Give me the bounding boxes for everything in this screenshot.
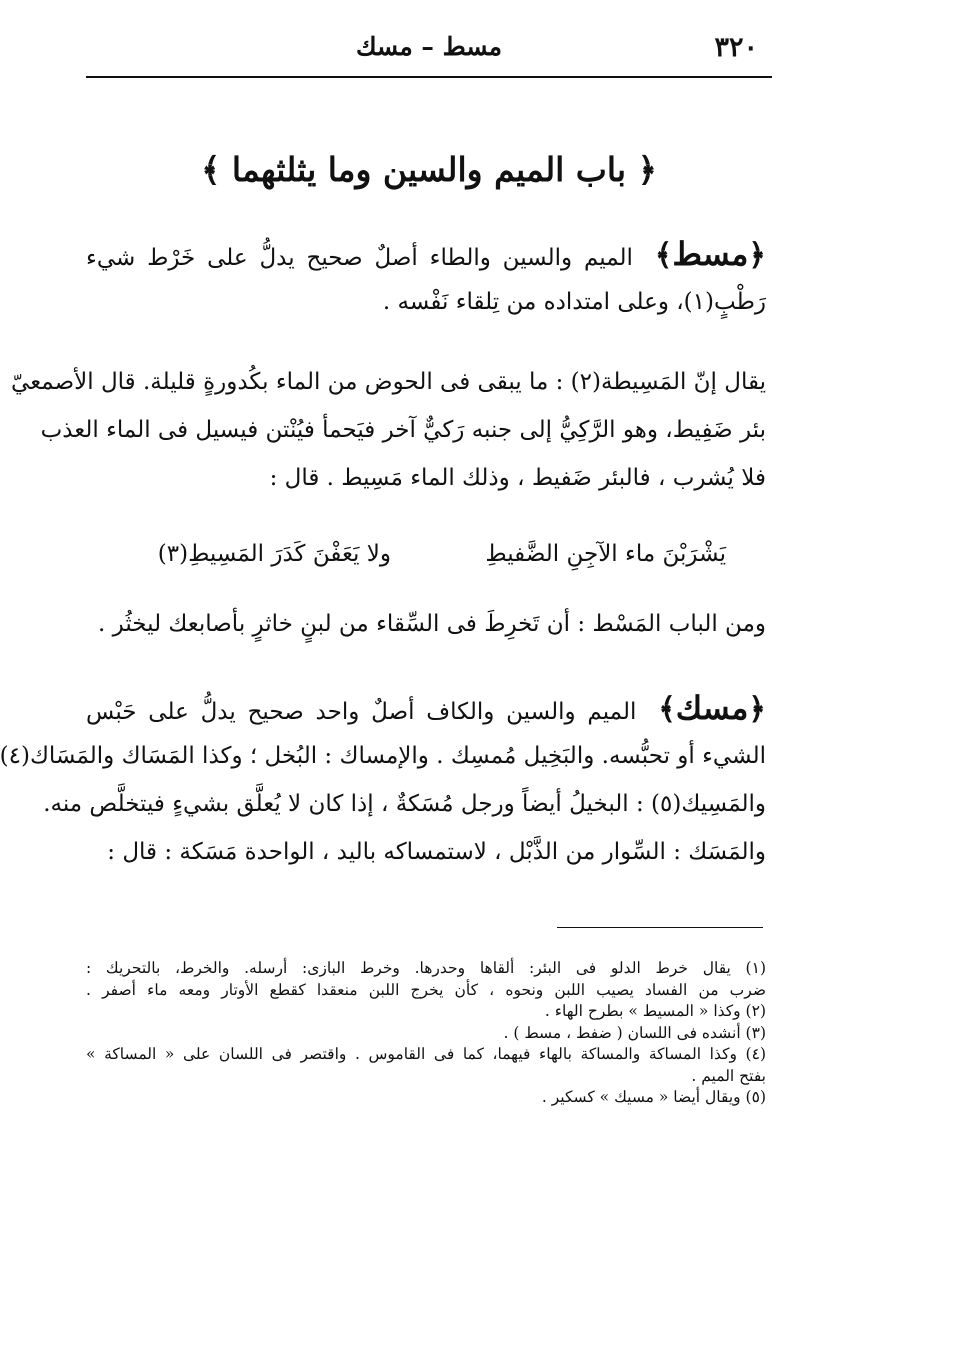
entry-mst-end <box>86 600 766 648</box>
footnote-line: (٥) ويقال أيضا « مسيك » كسكير . <box>541 1088 766 1106</box>
entry-line <box>86 230 766 278</box>
entry-line: الشيء أو تحبُّسه. والبَخِيل مُمسِك . والإمساك : البُخل ؛ وكذا المَسَاك والمَسَاك(٤) <box>0 743 766 769</box>
headword-msk: ﴿مسك﴾ <box>658 689 766 727</box>
entry-line: فلا يُشرب ، فالبئر ضَفيط ، وذلك الماء مَسِيط . قال : <box>269 465 766 491</box>
entry-line: والمَسَك : السِّوار من الذَّبْل ، لاستمساكه باليد ، الواحدة مَسَكة : قال : <box>107 839 766 865</box>
entry-msk <box>0 684 766 876</box>
entry-line: ومن الباب المَسْط : أن تَخرِطَ فى السِّقاء من لبنٍ خاثرٍ بأصابعك ليخثُر . <box>98 611 766 637</box>
entry-text: الميم والسين والكاف أصلٌ واحد صحيح يدلُّ على حَبْس <box>86 699 637 725</box>
verse <box>86 530 766 578</box>
footnote-line: (٤) وكذا المساكة والمساكة بالهاء فيهما، كما فى القاموس . واقتصر فى اللسان على « المساكة » <box>86 1045 766 1063</box>
entry-line: والمَسِيك(٥) : البخيلُ أيضاً ورجل مُسَكةٌ ، إذا كان لا يُعلَّق بشيءٍ فيتخلَّص منه. <box>43 791 766 817</box>
entry-mst-body <box>11 358 766 502</box>
page-number: ٣٢٠ <box>714 32 758 63</box>
footnote-line: بفتح الميم . <box>691 1066 766 1085</box>
footnote-line: (٢) وكذا « المسيط » بطرح الهاء . <box>544 1002 766 1020</box>
running-header <box>86 30 772 78</box>
headword-mst: ﴿مسط﴾ <box>654 235 766 273</box>
entry-line: بئر ضَفِيط، وهو الرَّكِيُّ إلى جنبه رَكيٌّ آخر فيَحمأ فيُنْتن فيسيل فى الماء العذب <box>40 417 766 443</box>
footnote-line: ضرب من الفساد يصيب اللبن ونحوه ، كأن يخرج اللبن منعقدا كقطع الأوتار ومعه ماء أصفر . <box>86 980 766 999</box>
entry-mst <box>86 230 766 326</box>
footnotes <box>86 958 766 1109</box>
chapter-title: ﴿ باب الميم والسين وما يثلثهما ﴾ <box>201 150 657 189</box>
entry-line: يقال إنّ المَسِيطة(٢) : ما يبقى فى الحوض من الماء بكُدورةٍ قليلة. قال الأصمعيّ <box>11 369 766 395</box>
entry-line: رَطْبٍ(١)، وعلى امتداده من تِلقاء نَفْسه . <box>382 289 766 315</box>
verse-hemistich: يَشْرَبْنَ ماء الآجِنِ الضَّفيطِ <box>485 541 726 567</box>
footnote-line: (١) يقال خرط الدلو فى البئر: ألقاها وحدرها. وخرط البازى: أرسله. والخرط، بالتحريك : <box>86 959 766 977</box>
entry-line <box>86 684 766 732</box>
footnote-rule <box>557 927 763 928</box>
verse-hemistich: ولا يَعَفْنَ كَدَرَ المَسِيطِ(٣) <box>157 541 391 567</box>
entry-text: الميم والسين والطاء أصلٌ صحيح يدلُّ على خَرْط شيء <box>86 245 633 271</box>
footnote-line: (٣) أنشده فى اللسان ( ضفط ، مسط ) . <box>503 1023 766 1042</box>
running-title: مسط – مسك <box>355 32 503 61</box>
